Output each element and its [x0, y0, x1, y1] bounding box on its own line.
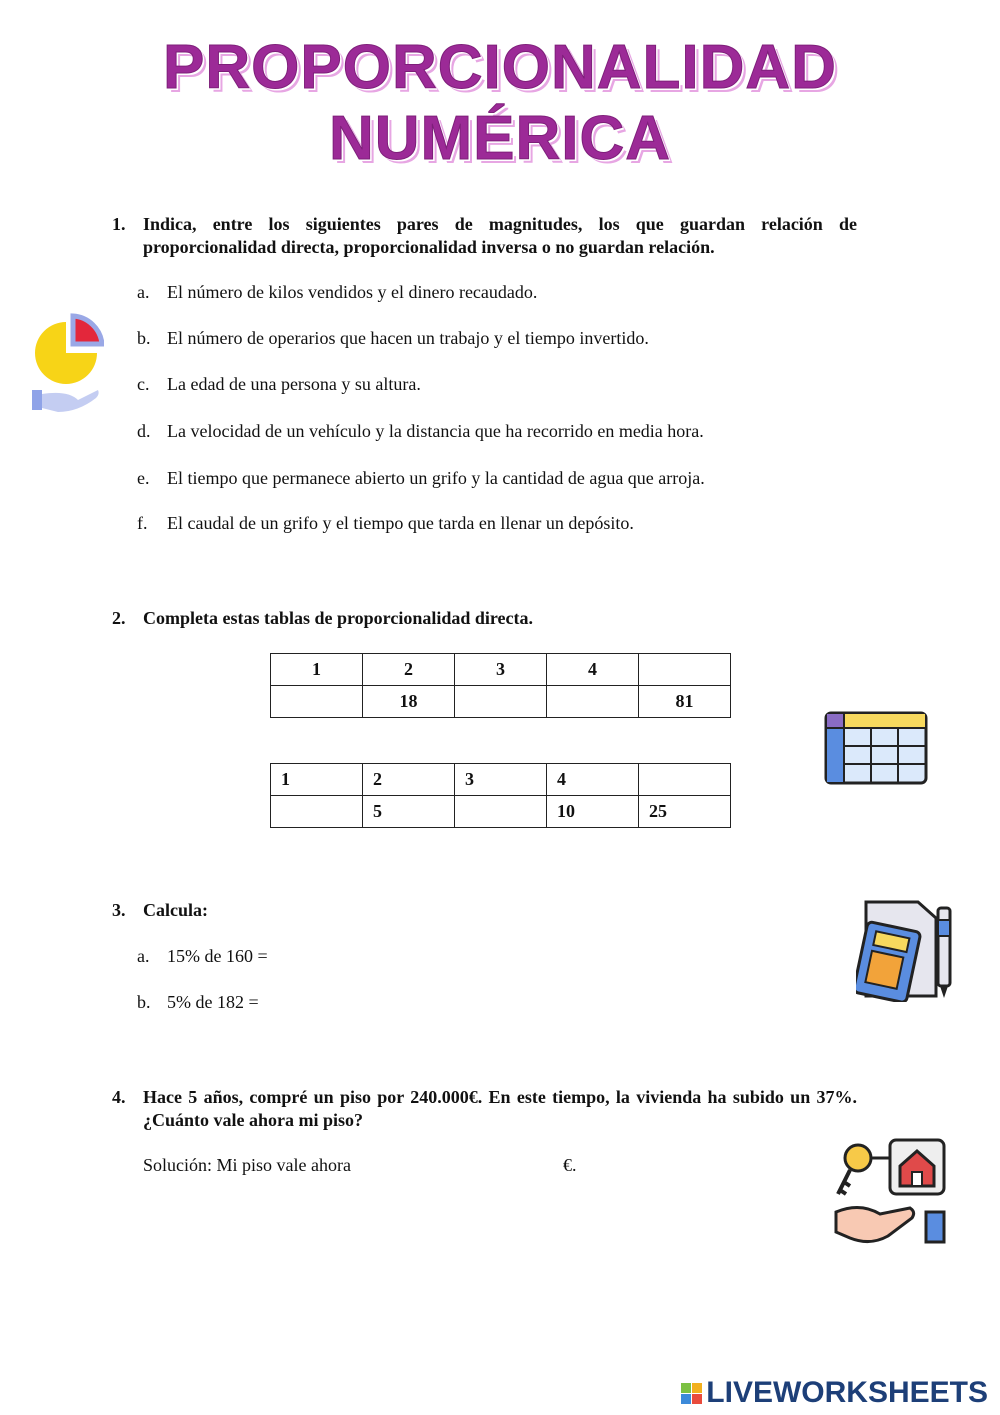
item-text: El número de operarios que hacen un trabajo y el tiempo invertido.	[167, 328, 649, 348]
list-item	[137, 374, 421, 395]
cell: 10	[547, 796, 639, 828]
spreadsheet-icon	[824, 711, 928, 785]
item-letter: f.	[137, 513, 148, 533]
list-item	[137, 992, 259, 1013]
list-item	[137, 513, 634, 534]
question-number: 3.	[112, 900, 126, 920]
brand-name: LIVEWORKSHEETS	[706, 1376, 988, 1409]
cell: 2	[363, 764, 455, 796]
item-text: La velocidad de un vehículo y la distancia que ha recorrido en media hora.	[167, 421, 704, 441]
solution-label: Solución: Mi piso vale ahora	[143, 1155, 351, 1175]
answer-cell[interactable]	[455, 686, 547, 718]
euro-unit: €.	[563, 1155, 577, 1175]
item-letter: b.	[137, 328, 151, 348]
item-text: El número de kilos vendidos y el dinero recaudado.	[167, 282, 538, 302]
list-item	[137, 282, 537, 303]
answer-cell[interactable]	[639, 764, 731, 796]
question-number: 4.	[112, 1087, 126, 1107]
pie-chart-hand-icon	[28, 312, 104, 417]
cell: 1	[271, 654, 363, 686]
answer-cell[interactable]	[271, 686, 363, 718]
item-text: La edad de una persona y su altura.	[167, 374, 421, 394]
question-text: Calcula:	[143, 900, 208, 920]
house-key-hand-icon	[830, 1136, 948, 1250]
question-3	[112, 899, 857, 922]
item-letter: c.	[137, 374, 150, 394]
cell: 4	[547, 764, 639, 796]
list-item	[137, 421, 704, 442]
list-item	[137, 468, 705, 489]
question-text: Completa estas tablas de proporcionalidad directa.	[143, 608, 534, 628]
item-letter: d.	[137, 421, 151, 441]
answer-cell[interactable]	[455, 796, 547, 828]
liveworksheets-logo-icon	[681, 1383, 702, 1404]
question-number: 1.	[112, 214, 126, 234]
cell: 4	[547, 654, 639, 686]
list-item	[137, 328, 649, 349]
cell: 1	[271, 764, 363, 796]
cell: 3	[455, 764, 547, 796]
item-text: El tiempo que permanece abierto un grifo y la cantidad de agua que arroja.	[167, 468, 705, 488]
question-4	[112, 1086, 857, 1132]
solution-answer-input[interactable]	[385, 1152, 555, 1176]
item-letter: b.	[137, 992, 151, 1012]
item-text: El caudal de un grifo y el tiempo que tarda en llenar un depósito.	[167, 513, 634, 533]
cell: 3	[455, 654, 547, 686]
question-text: Indica, entre los siguientes pares de magnitudes, los que guardan relación de proporcionalidad directa, proporcionalidad inversa o no guardan relación.	[143, 214, 857, 257]
cell: 25	[639, 796, 731, 828]
answer-cell[interactable]	[639, 654, 731, 686]
title-line-2: NUMÉRICA	[328, 104, 672, 173]
cell: 2	[363, 654, 455, 686]
list-item	[137, 946, 268, 967]
item-letter: a.	[137, 282, 150, 302]
cell: 5	[363, 796, 455, 828]
question-number: 2.	[112, 608, 126, 628]
question-1	[112, 213, 857, 259]
liveworksheets-logo	[681, 1376, 988, 1410]
item-letter: a.	[137, 946, 150, 966]
answer-cell[interactable]	[271, 796, 363, 828]
question-text: Hace 5 años, compré un piso por 240.000€. En este tiempo, la vivienda ha subido un 37%. ¿Cuánto vale ahora mi piso?	[143, 1087, 857, 1130]
answer-cell[interactable]	[547, 686, 639, 718]
cell: 81	[639, 686, 731, 718]
item-text: 15% de 160 =	[167, 946, 268, 966]
proportion-table-2	[270, 763, 731, 828]
question-2	[112, 607, 857, 630]
item-letter: e.	[137, 468, 150, 488]
title-line-1: PROPORCIONALIDAD	[163, 33, 837, 102]
item-text: 5% de 182 =	[167, 992, 259, 1012]
proportion-table-1	[270, 653, 731, 718]
calculator-pen-icon	[856, 898, 960, 1002]
cell: 18	[363, 686, 455, 718]
